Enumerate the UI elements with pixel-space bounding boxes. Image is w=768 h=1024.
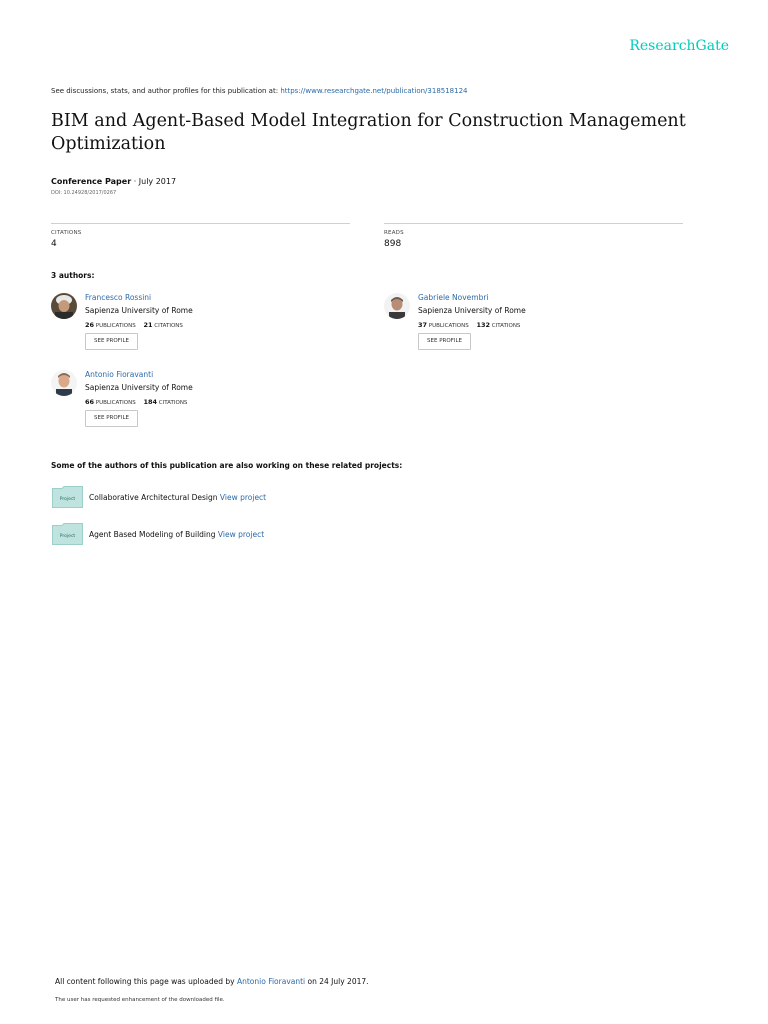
paper-type-line xyxy=(51,177,176,186)
citations-divider xyxy=(51,223,350,224)
author-name[interactable]: Francesco Rossini xyxy=(85,293,152,302)
reads-value: 898 xyxy=(384,239,402,249)
author-affiliation: Sapienza University of Rome xyxy=(85,383,193,392)
author-affiliation: Sapienza University of Rome xyxy=(418,306,526,315)
see-profile-button[interactable]: SEE PROFILE xyxy=(418,333,471,350)
upload-prefix: All content following this page was uploaded by xyxy=(55,977,235,986)
author-name[interactable]: Gabriele Novembri xyxy=(418,293,489,302)
paper-title: BIM and Agent-Based Model Integration for Construction Management Optimization xyxy=(51,111,686,154)
author-card xyxy=(51,370,351,440)
reads-label: READS xyxy=(384,230,404,236)
upload-suffix: on 24 July 2017. xyxy=(307,977,369,986)
author-stats xyxy=(418,321,520,329)
avatar[interactable] xyxy=(51,293,77,319)
avatar[interactable] xyxy=(51,370,77,396)
publication-link[interactable]: https://www.researchgate.net/publication/318518124 xyxy=(280,87,468,95)
publications-label: PUBLICATIONS xyxy=(428,323,469,329)
upload-note xyxy=(55,977,369,986)
uploader-link[interactable]: Antonio Fioravanti xyxy=(236,977,306,986)
avatar[interactable] xyxy=(384,293,410,319)
author-affiliation: Sapienza University of Rome xyxy=(85,306,193,315)
project-line xyxy=(89,530,264,539)
publications-count: 37 xyxy=(418,321,428,329)
publications-label: PUBLICATIONS xyxy=(95,323,136,329)
paper-doi: DOI: 10.24928/2017/0267 xyxy=(51,190,117,196)
researchgate-logo[interactable]: ResearchGate xyxy=(629,38,729,54)
author-stats xyxy=(85,321,183,329)
citations-count: 21 xyxy=(143,321,153,329)
project-name: Collaborative Architectural Design xyxy=(89,493,218,502)
project-line xyxy=(89,493,266,502)
publications-count: 66 xyxy=(85,398,95,406)
view-project-link[interactable]: View project xyxy=(217,530,265,539)
project-folder-icon xyxy=(52,486,83,508)
project-icon-label: Project xyxy=(59,497,76,502)
paper-date: · July 2017 xyxy=(133,177,177,186)
project-icon-label: Project xyxy=(59,534,76,539)
citations-label: CITATIONS xyxy=(158,400,188,406)
project-folder-icon xyxy=(52,523,83,545)
publications-count: 26 xyxy=(85,321,95,329)
author-name[interactable]: Antonio Fioravanti xyxy=(85,370,154,379)
related-projects-heading: Some of the authors of this publication are also working on these related projects: xyxy=(51,461,403,470)
citations-value: 4 xyxy=(51,239,57,249)
paper-type: Conference Paper xyxy=(51,177,132,186)
enhancement-note: The user has requested enhancement of the downloaded file. xyxy=(55,997,225,1003)
citations-count: 132 xyxy=(476,321,491,329)
author-stats xyxy=(85,398,187,406)
see-profile-button[interactable]: SEE PROFILE xyxy=(85,333,138,350)
citations-label: CITATIONS xyxy=(491,323,521,329)
project-name: Agent Based Modeling of Building xyxy=(89,530,216,539)
discussion-prefix: See discussions, stats, and author profiles for this publication at: xyxy=(51,87,279,95)
publications-label: PUBLICATIONS xyxy=(95,400,136,406)
author-card xyxy=(384,293,684,363)
view-project-link[interactable]: View project xyxy=(219,493,267,502)
citations-count: 184 xyxy=(143,398,158,406)
authors-heading: 3 authors: xyxy=(51,271,95,280)
citations-label: CITATIONS xyxy=(154,323,183,329)
citations-label: CITATIONS xyxy=(51,230,82,236)
discussion-note xyxy=(51,87,468,95)
see-profile-button[interactable]: SEE PROFILE xyxy=(85,410,138,427)
reads-divider xyxy=(384,223,683,224)
author-card xyxy=(51,293,351,363)
